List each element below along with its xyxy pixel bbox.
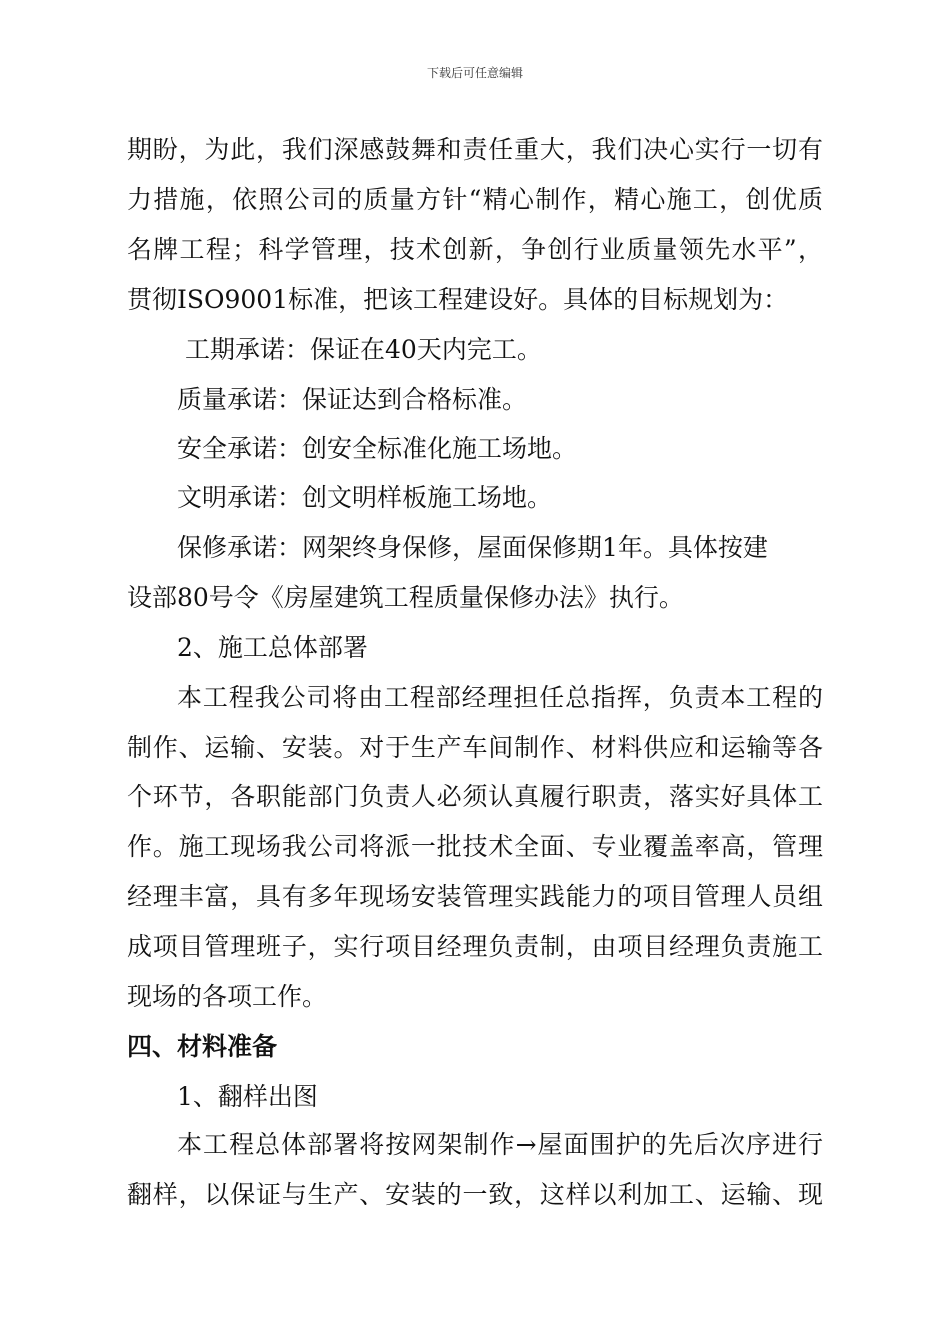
paragraph-line: 名牌工程；科学管理，技术创新，争创行业质量领先水平”，: [127, 235, 823, 264]
section-heading: 四、材料准备: [127, 1032, 278, 1061]
paragraph-line: 成项目管理班子，实行项目经理负责制，由项目经理负责施工: [127, 932, 823, 961]
subheading-drawing: 1、翻样出图: [177, 1082, 318, 1111]
paragraph-line: 本工程我公司将由工程部经理担任总指挥，负责本工程的: [177, 683, 823, 712]
commitment-civilized: 文明承诺：创文明样板施工场地。: [177, 483, 553, 512]
paragraph-line: 期盼，为此，我们深感鼓舞和责任重大，我们决心实行一切有: [127, 135, 823, 164]
paragraph-line: 设部80号令《房屋建筑工程质量保修办法》执行。: [127, 583, 684, 612]
paragraph-line: 制作、运输、安装。对于生产车间制作、材料供应和运输等各: [127, 733, 823, 762]
paragraph-line: 经理丰富，具有多年现场安装管理实践能力的项目管理人员组: [127, 882, 823, 911]
paragraph-line: 翻样，以保证与生产、安装的一致，这样以利加工、运输、现: [127, 1180, 823, 1209]
paragraph-line: 力措施，依照公司的质量方针“精心制作，精心施工，创优质: [127, 185, 823, 214]
commitment-warranty: 保修承诺：网架终身保修，屋面保修期1年。具体按建: [177, 533, 768, 562]
subheading-deployment: 2、施工总体部署: [177, 633, 368, 662]
paragraph-line: 本工程总体部署将按网架制作→屋面围护的先后次序进行: [177, 1130, 823, 1159]
commitment-safety: 安全承诺：创安全标准化施工场地。: [177, 434, 578, 463]
paragraph-line: 现场的各项工作。: [127, 982, 328, 1011]
commitment-quality: 质量承诺：保证达到合格标准。: [177, 385, 528, 414]
page-header: 下载后可任意编辑: [426, 66, 523, 80]
paragraph-line: 贯彻ISO9001标准，把该工程建设好。具体的目标规划为：: [127, 285, 789, 314]
paragraph-line: 作。施工现场我公司将派一批技术全面、专业覆盖率高，管理: [127, 832, 823, 861]
commitment-duration: 工期承诺：保证在40天内完工。: [185, 335, 542, 364]
paragraph-line: 个环节，各职能部门负责人必须认真履行职责，落实好具体工: [127, 782, 823, 811]
